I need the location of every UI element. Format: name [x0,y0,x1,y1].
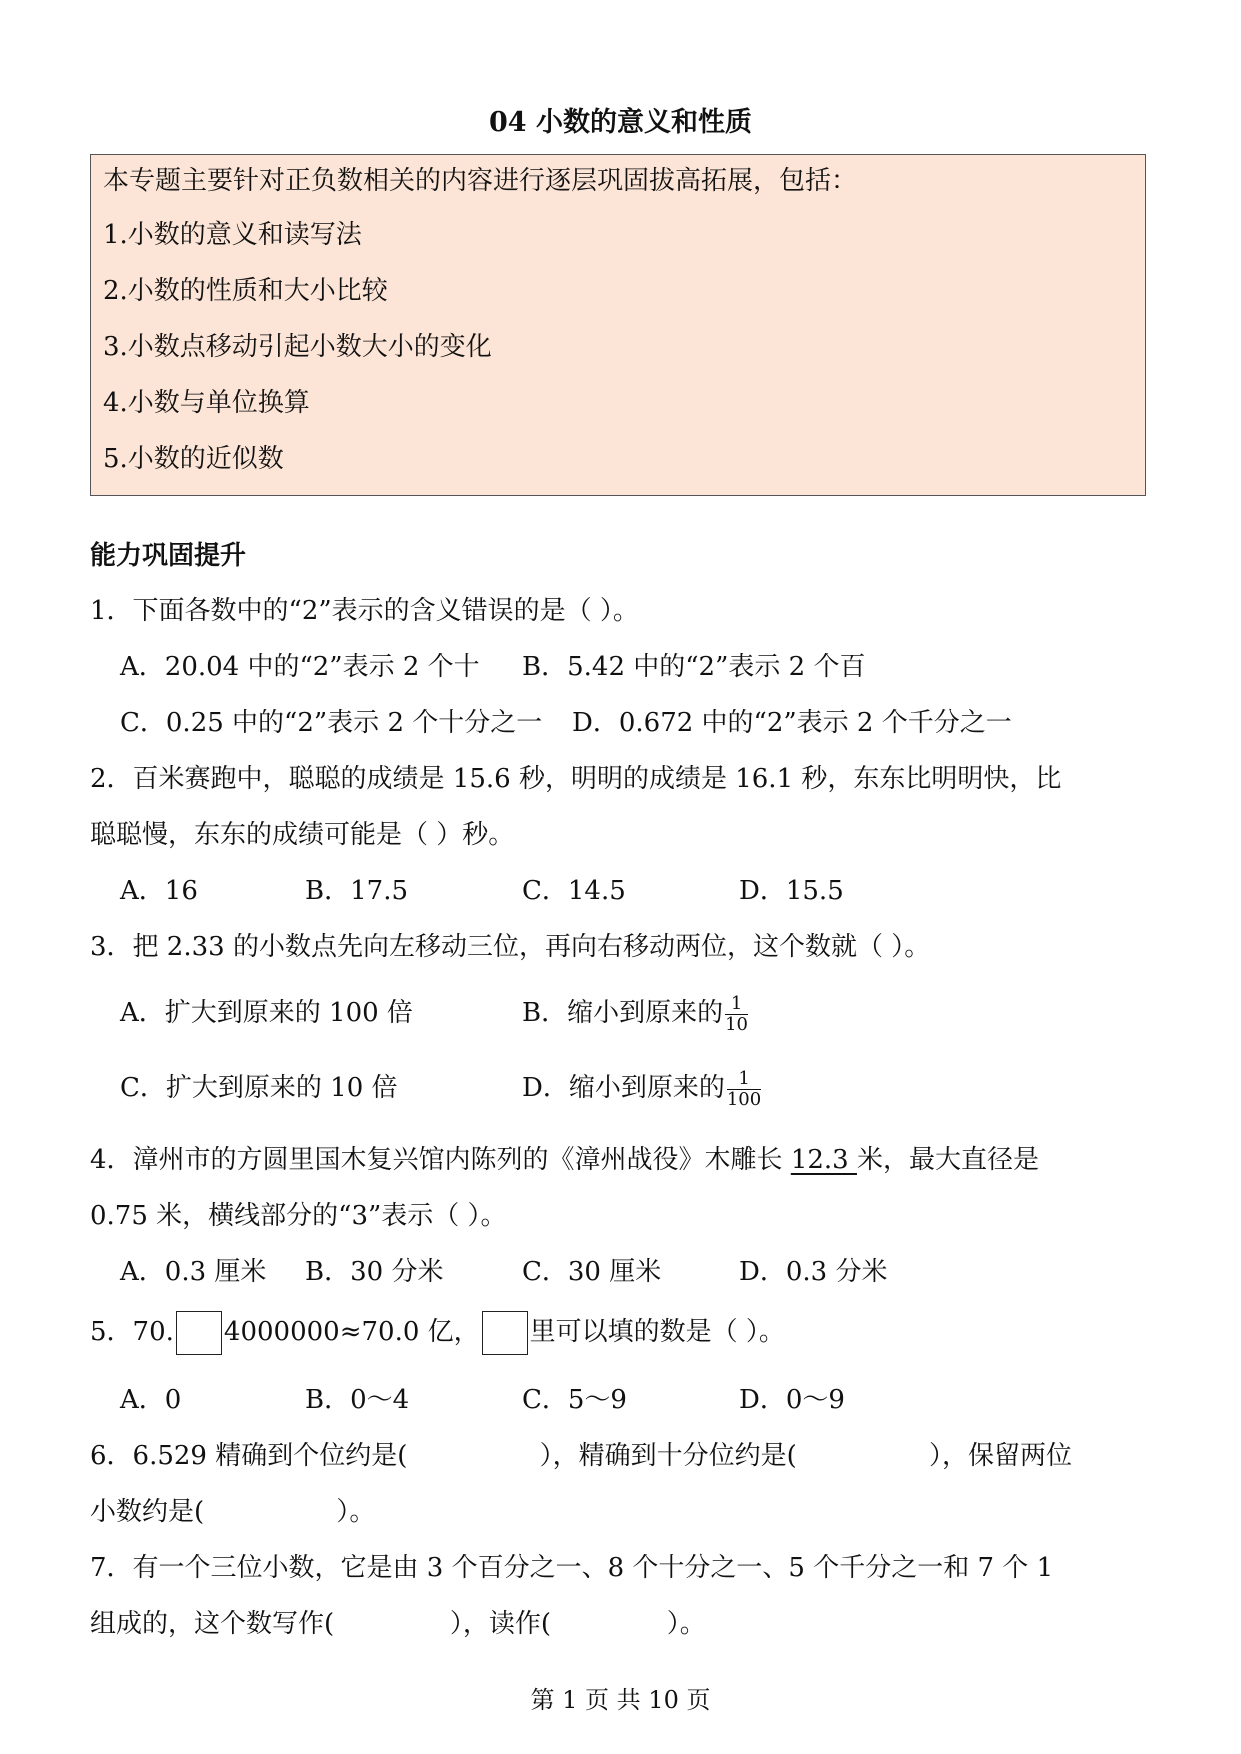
option-text: D．缩小到原来的 [522,1073,725,1103]
question-2-option-c[interactable]: C．14.5 [522,876,626,906]
question-2-option-d[interactable]: D．15.5 [739,876,844,906]
question-6-line1: 6．6.529 精确到个位约是( ），精确到十分位约是( ），保留两位 [90,1441,1072,1471]
question-4-option-d[interactable]: D．0.3 分米 [739,1257,888,1287]
question-5-option-a[interactable]: A．0 [120,1385,182,1415]
question-1-stem: 1．下面各数中的“2”表示的含义错误的是（ ）。 [90,596,639,626]
question-4-option-b[interactable]: B．30 分米 [305,1257,444,1287]
answer-box[interactable] [482,1311,528,1355]
question-1-option-a[interactable]: A．20.04 中的“2”表示 2 个十 [120,652,480,682]
intro-box [90,154,1146,496]
intro-line: 5.小数的近似数 [103,444,284,474]
underlined-number: 12.3 [790,1145,857,1175]
question-1-option-b[interactable]: B．5.42 中的“2”表示 2 个百 [522,652,866,682]
question-5-text: 里可以填的数是（ ）。 [529,1317,785,1347]
question-3-option-d[interactable] [522,1060,761,1116]
intro-line: 3.小数点移动引起小数大小的变化 [103,332,492,362]
question-4-stem-line2: 0.75 米，横线部分的“3”表示（ ）。 [90,1201,507,1231]
question-2-stem-line2: 聪聪慢，东东的成绩可能是（ ）秒。 [90,820,515,850]
question-3-option-a[interactable]: A．扩大到原来的 100 倍 [120,998,413,1028]
fraction-numerator: 1 [727,1069,761,1090]
question-5-text: 5．70. [90,1317,174,1347]
fraction-denominator: 10 [725,1013,749,1035]
question-4-stem-line1 [90,1144,1039,1176]
fraction-denominator: 100 [726,1088,762,1110]
question-4-text: 米，最大直径是 [856,1145,1039,1175]
question-3-option-c[interactable]: C．扩大到原来的 10 倍 [120,1073,398,1103]
question-2-option-b[interactable]: B．17.5 [305,876,408,906]
question-3-option-b[interactable] [522,985,748,1041]
question-5-stem [90,1306,785,1358]
question-1-option-d[interactable]: D．0.672 中的“2”表示 2 个千分之一 [572,708,1012,738]
question-4-option-a[interactable]: A．0.3 厘米 [120,1257,267,1287]
question-7-line1: 7．有一个三位小数，它是由 3 个百分之一、8 个十分之一、5 个千分之一和 7 个 1 [90,1553,1054,1583]
page-title: 04 小数的意义和性质 [489,107,752,138]
fraction-one-hundredth [727,1069,761,1110]
question-4-text: 4．漳州市的方圆里国木复兴馆内陈列的《漳州战役》木雕长 [90,1145,791,1175]
question-5-option-d[interactable]: D．0～9 [739,1385,845,1415]
question-6-line2: 小数约是( ）。 [90,1497,376,1527]
question-2-option-a[interactable]: A．16 [120,876,198,906]
answer-box[interactable] [176,1311,222,1355]
intro-line: 2.小数的性质和大小比较 [103,276,388,306]
section-title: 能力巩固提升 [90,541,247,571]
fraction-one-tenth [725,994,748,1035]
question-5-text: 4000000≈70.0 亿， [223,1317,480,1347]
question-3-stem: 3．把 2.33 的小数点先向左移动三位，再向右移动两位，这个数就（ ）。 [90,932,931,962]
question-5-option-c[interactable]: C．5～9 [522,1385,627,1415]
intro-line: 4.小数与单位换算 [103,388,310,418]
question-2-stem-line1: 2．百米赛跑中，聪聪的成绩是 15.6 秒，明明的成绩是 16.1 秒，东东比明明快，比 [90,764,1062,794]
question-5-option-b[interactable]: B．0～4 [305,1385,410,1415]
intro-line: 本专题主要针对正负数相关的内容进行逐层巩固拔高拓展，包括： [103,166,858,196]
question-4-option-c[interactable]: C．30 厘米 [522,1257,662,1287]
question-1-option-c[interactable]: C．0.25 中的“2”表示 2 个十分之一 [120,708,543,738]
option-text: B．缩小到原来的 [522,998,724,1028]
question-7-line2: 组成的，这个数写作( ），读作( ）。 [90,1609,706,1639]
page-footer: 第 1 页 共 10 页 [530,1686,711,1714]
fraction-numerator: 1 [725,994,748,1015]
intro-line: 1.小数的意义和读写法 [103,220,362,250]
